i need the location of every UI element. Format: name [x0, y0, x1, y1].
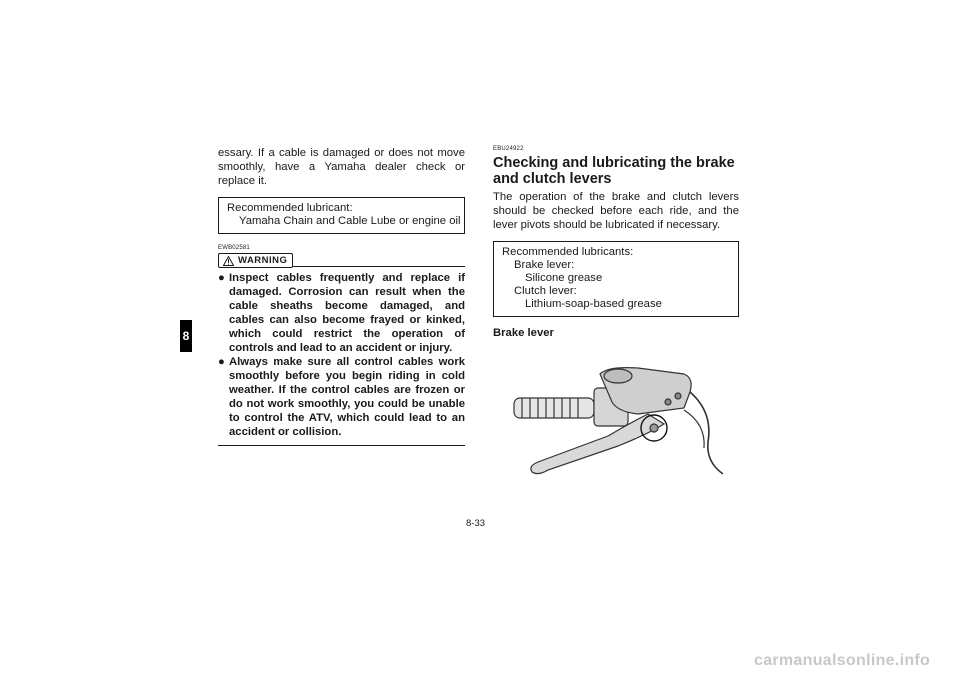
- bullet-icon: ●: [218, 356, 225, 368]
- warning-item: ● Always make sure all control cables work smoothly before you begin riding in cold weather. If the control cables are frozen or do not work smoothly, you could be unable to control the ATV, which could lead to an accident or collision.: [218, 356, 465, 438]
- section-body: The operation of the brake and clutch levers should be checked before each ride, and the lever pivots should be lubricated if necessary.: [493, 191, 739, 231]
- chapter-tab: 8: [180, 320, 192, 352]
- warning-rule: [293, 266, 465, 267]
- left-column: [218, 146, 465, 446]
- lubricant-box-title: Recommended lubricant:: [227, 202, 353, 214]
- bullet-icon: ●: [218, 272, 225, 284]
- page-number: 8-33: [466, 518, 486, 529]
- watermark: carmanualsonline.info: [754, 652, 931, 669]
- lubricant-box: [218, 197, 465, 234]
- clutch-lever-label: Clutch lever:: [514, 285, 577, 297]
- warning-triangle-icon: [223, 256, 234, 266]
- warning-header: [218, 253, 465, 268]
- intro-paragraph: essary. If a cable is damaged or does not move smoothly, have a Yamaha dealer check or replace it.: [218, 147, 465, 187]
- section-heading: Checking and lubricating the brake and clutch levers: [493, 155, 735, 187]
- lubricants-box-title: Recommended lubricants:: [502, 246, 634, 258]
- brake-lever-illustration: [508, 352, 733, 477]
- warning-item: ● Inspect cables frequently and replace if damaged. Corrosion can result when the cable sheaths become damaged, and cables can also become frayed or kinked, which could restrict the operation of controls and lead to an accident or injury.: [218, 272, 465, 354]
- right-column: [493, 146, 739, 339]
- warning-bottom-rule: [218, 445, 465, 446]
- warning-label: WARNING: [238, 255, 288, 266]
- section-code: EBU24922: [493, 146, 524, 152]
- brake-lever-label: Brake lever:: [514, 259, 575, 271]
- warning-list: [218, 271, 465, 439]
- brake-lever-subheading: Brake lever: [493, 327, 554, 339]
- warning-badge: [218, 253, 293, 268]
- warning-code: EWB02581: [218, 245, 250, 251]
- brake-lever-lubricant: Silicone grease: [525, 272, 603, 284]
- lubricant-box-value: Yamaha Chain and Cable Lube or engine oil: [239, 215, 461, 227]
- clutch-lever-lubricant: Lithium-soap-based grease: [525, 298, 662, 310]
- lubricants-box: [493, 241, 739, 317]
